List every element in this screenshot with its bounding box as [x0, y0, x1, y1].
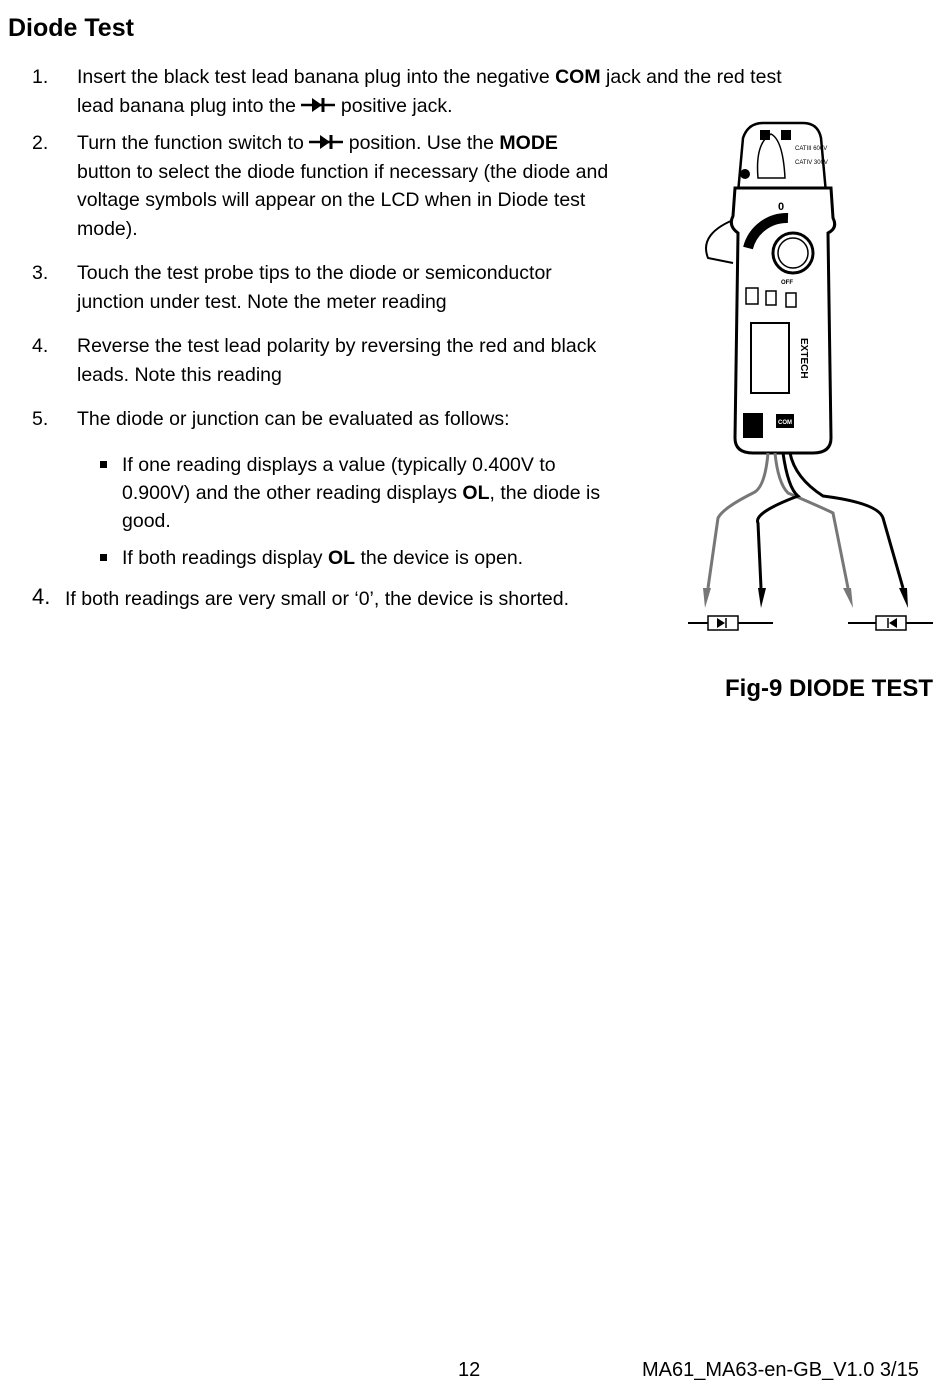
test-leads	[708, 453, 903, 588]
step-number: 4.	[32, 335, 49, 357]
figure-caption: Fig-9 DIODE TEST	[724, 675, 933, 702]
step-number: 4.	[32, 584, 51, 609]
step-number: 2.	[32, 132, 49, 154]
svg-text:OFF: OFF	[781, 280, 793, 286]
step-number: 1.	[32, 66, 49, 88]
diode-under-test-left	[688, 616, 773, 630]
step-text: If both readings are very small or ‘0’, the device is shorted.	[65, 588, 569, 610]
page-number: 12	[458, 1359, 481, 1381]
clamp-meter-illustration	[683, 118, 935, 638]
diode-symbol-icon	[301, 97, 335, 113]
step-text: The diode or junction can be evaluated as follows:	[77, 408, 510, 430]
bullet-text: If one reading displays a value (typically 0.400V to 0.900V) and the other reading displays OL, the diode is good.	[122, 454, 601, 532]
svg-text:0: 0	[778, 201, 785, 213]
step-number: 5.	[32, 408, 49, 430]
bullet-square-icon	[100, 554, 107, 561]
step-text: Touch the test probe tips to the diode or semiconductor junction under test. Note the meter reading	[77, 262, 552, 313]
page-heading: Diode Test	[8, 14, 134, 42]
bullet-square-icon	[100, 461, 107, 468]
svg-text:CATIII 600V: CATIII 600V	[795, 146, 828, 152]
svg-text:EXTECH: EXTECH	[798, 338, 809, 379]
svg-text:COM: COM	[778, 420, 792, 426]
step-text: Reverse the test lead polarity by reversing the red and black leads. Note this reading	[77, 335, 597, 386]
step-text: Insert the black test lead banana plug into the negative COM jack and the red test lead banana plug into the positive jack.	[77, 66, 782, 117]
meter-body	[731, 188, 834, 453]
clamp-jaws	[738, 123, 828, 193]
step-text: Turn the function switch to position. Use the MODE button to select the diode function if necessary (the diode and voltage symbols will appear on the LCD when in Diode test mode).	[77, 132, 609, 240]
step-number: 3.	[32, 262, 49, 284]
probes	[703, 588, 908, 608]
diode-under-test-right	[848, 616, 933, 630]
diode-symbol-icon	[309, 134, 343, 150]
bullet-text: If both readings display OL the device is open.	[122, 547, 524, 569]
svg-text:CATIV 300V: CATIV 300V	[795, 160, 828, 166]
document-id: MA61_MA63-en-GB_V1.0 3/15	[642, 1359, 919, 1381]
